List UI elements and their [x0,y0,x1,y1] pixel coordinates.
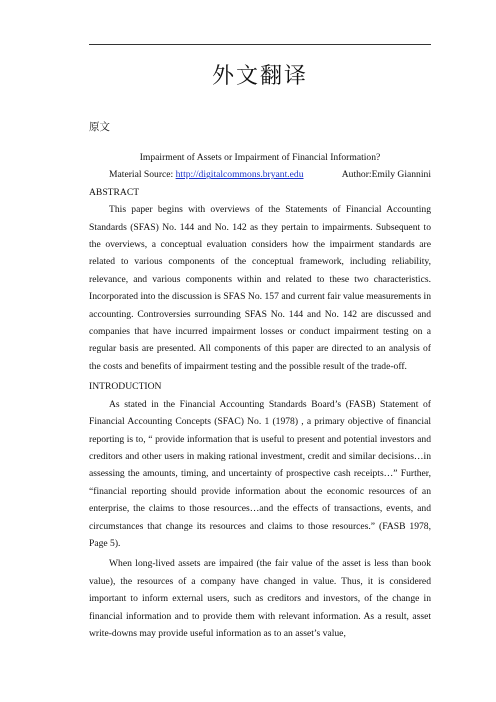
introduction-heading: INTRODUCTION [89,381,162,393]
section-label: 原文 [89,121,110,133]
intro-paragraph-1: As stated in the Financial Accounting Standards Board’s (FASB) Statement of Financial Accounting Concepts (SFAC) No. 1 (1978) , a primary objective of financial reporting is to, “ provide information that is useful to present and potential investors and creditors and other users in making rational investment, credit and similar decisions…in assessing the amounts, timing, and uncertainty of prospective cash receipts…” Further, “financial reporting should provide information about the economic resources of an enterprise, the claims to those resources…and the effects of transactions, events, and circumstances that change its resources and claims to those resources.” (FASB 1978, Page 5). [89,398,431,549]
source-prefix: Material Source: [109,169,174,181]
source-line [89,166,431,183]
author-label: Author:Emily Giannini [341,169,431,181]
header-rule [89,44,431,45]
intro-paragraph-2: When long-lived assets are impaired (the fair value of the asset is less than book value), the resources of a company have changed in value. Thus, it is considered important to inform external users, such as creditors and investors, of the change in financial information and to provide them with relevant information. As a result, asset write-downs may provide useful information as to an asset’s value, [89,558,431,639]
abstract-paragraph: This paper begins with overviews of the Statements of Financial Accounting Standards (SFAS) No. 144 and No. 142 as they pertain to impairments. Subsequent to the overviews, a conceptual evaluation considers how the impairment standards are related to various components of the conceptual framework, including reliability, relevance, and various components within and related to these two characteristics. Incorporated into the discussion is SFAS No. 157 and current fair value measurements in accounting. Controversies surrounding SFAS No. 144 and No. 142 are discussed and companies that have incurred impairment losses or conduct impairment testing on a regular basis are presented. All components of this paper are directed to an analysis of the costs and benefits of impairment testing and the possible result of the trade-off. [89,204,431,372]
source-link[interactable]: http://digitalcommons.bryant.edu [175,169,304,181]
article-title: Impairment of Assets or Impairment of Financial Information? [139,152,381,163]
abstract-heading: ABSTRACT [89,186,140,198]
page-heading: 外文翻译 [211,64,308,89]
source-info [109,166,304,183]
document-body [89,149,431,642]
